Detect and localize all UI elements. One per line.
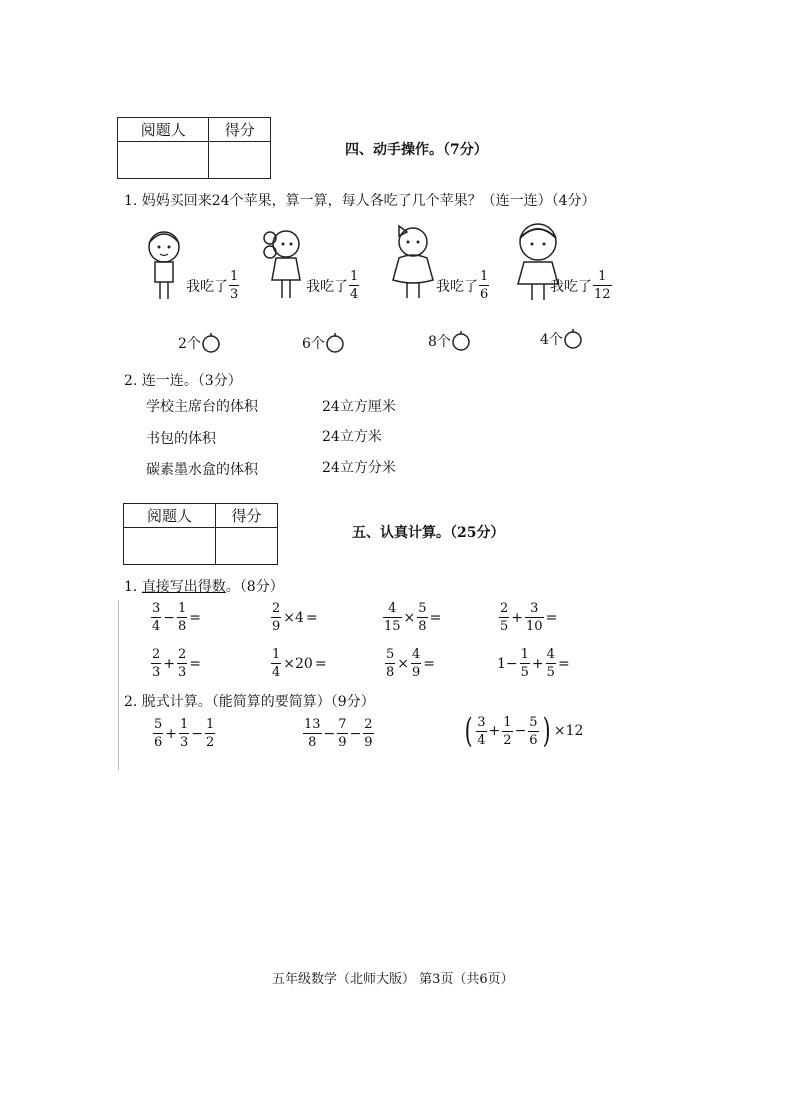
stepcalc-1[interactable]: $\frac{5}{6}$ + $\frac{1}{3}$ − $\frac{1}{2}$ (154, 717, 215, 750)
calc-item-8[interactable]: 1− $\frac{1}{5}$ + $\frac{4}{5}$ = (497, 647, 570, 680)
apple-option-1[interactable]: 2个 (178, 333, 221, 353)
score-cell[interactable] (215, 528, 277, 565)
calc-item-2[interactable]: $\frac{2}{9}$ ×4 = (272, 601, 318, 634)
score-table-section4 (117, 117, 271, 179)
apple-icon (563, 329, 583, 349)
grader-label: 阅题人 (124, 504, 216, 528)
page-footer: 五年级数学（北师大版） 第3页（共6页） (272, 972, 514, 987)
match-left-2[interactable]: 书包的体积 (146, 431, 216, 447)
grader-cell[interactable] (118, 142, 209, 179)
apple-icon (325, 333, 345, 353)
score-label: 得分 (215, 504, 277, 528)
grader-label: 阅题人 (118, 118, 209, 142)
kid-4-speech: 我吃了 $\frac{1}{12}$ (550, 269, 611, 302)
margin-line (118, 600, 119, 770)
calc-item-4[interactable]: $\frac{2}{5}$ + $\frac{3}{10}$ = (500, 601, 558, 634)
apple-option-4[interactable]: 4个 (540, 329, 583, 349)
stepcalc-3[interactable]: ( $\frac{3}{4}$ + $\frac{1}{2}$ − $\frac{5}{6}$ ) ×12 (464, 711, 584, 751)
calc-item-5[interactable]: $\frac{2}{3}$ + $\frac{2}{3}$ = (152, 647, 202, 680)
calc-item-6[interactable]: $\frac{1}{4}$ ×20 = (272, 647, 327, 680)
stepcalc-2[interactable]: $\frac{13}{8}$ − $\frac{7}{9}$ − $\frac{2}{9}$ (304, 717, 373, 750)
score-table-section5 (123, 503, 278, 565)
kid-1-speech: 我吃了 $\frac{1}{3}$ (186, 269, 239, 302)
match-right-3[interactable]: 24立方分米 (322, 460, 396, 476)
kid-2-speech: 我吃了 $\frac{1}{4}$ (306, 269, 359, 302)
apple-option-2[interactable]: 6个 (302, 333, 345, 353)
apple-icon (201, 333, 221, 353)
boy-icon (140, 225, 190, 305)
calc-item-7[interactable]: $\frac{5}{8}$ × $\frac{4}{9}$ = (386, 647, 436, 680)
match-right-2[interactable]: 24立方米 (322, 429, 382, 445)
girl-with-bow-icon (385, 218, 440, 304)
kid-3-speech: 我吃了 $\frac{1}{6}$ (436, 269, 489, 302)
q4-2-prompt: 2. 连一连。（3分） (124, 373, 242, 389)
q5-1-prompt: 1. 直接写出得数。（8分） (124, 579, 284, 595)
match-left-3[interactable]: 碳素墨水盒的体积 (146, 462, 258, 478)
q5-2-prompt: 2. 脱式计算。（能简算的要简算）（9分） (124, 694, 375, 710)
match-right-1[interactable]: 24立方厘米 (322, 399, 396, 415)
grader-cell[interactable] (124, 528, 216, 565)
score-label: 得分 (209, 118, 271, 142)
match-left-1[interactable]: 学校主席台的体积 (146, 399, 258, 415)
calc-item-1[interactable]: $\frac{3}{4}$ − $\frac{1}{8}$ = (152, 601, 202, 634)
q4-1-prompt: 1. 妈妈买回来24个苹果，算一算，每人各吃了几个苹果？（连一连）（4分） (124, 193, 596, 209)
apple-option-3[interactable]: 8个 (428, 331, 471, 351)
girl-with-pigtails-icon (258, 222, 313, 304)
section4-title: 四、动手操作。（7分） (345, 142, 488, 158)
calc-item-3[interactable]: $\frac{4}{15}$ × $\frac{5}{8}$ = (384, 601, 442, 634)
section5-title: 五、认真计算。（25分） (352, 525, 505, 541)
apple-icon (451, 331, 471, 351)
score-cell[interactable] (209, 142, 271, 179)
